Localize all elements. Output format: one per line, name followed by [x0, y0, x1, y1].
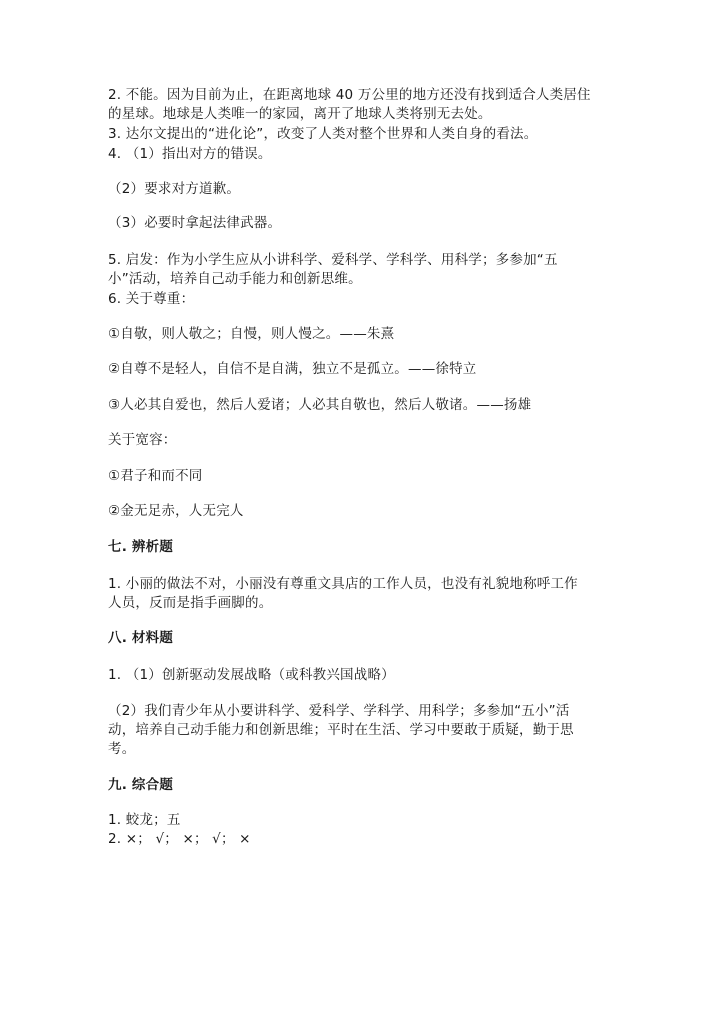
section-7-heading: 七. 辨析题: [108, 539, 174, 555]
respect-quote-2: ②自尊不是轻人，自信不是自满，独立不是孤立。——徐特立: [108, 361, 477, 377]
answer-2-line-1: 2. 不能。因为目前为止，在距离地球 40 万公里的地方还没有找到适合人类居住: [108, 87, 591, 103]
answer-4-part-2: （2）要求对方道歉。: [108, 181, 241, 197]
section-9-answer-2: 2. ×； √； ×； √； ×: [108, 831, 251, 847]
tolerance-title: 关于宽容：: [108, 432, 177, 448]
answer-4-part-3: （3）必要时拿起法律武器。: [108, 215, 282, 231]
section-9-answer-1: 1. 蛟龙；五: [108, 812, 181, 828]
section-8-answer-1: 1. （1）创新驱动发展战略（或科教兴国战略）: [108, 667, 395, 683]
section-8-answer-2-line-1: （2）我们青少年从小要讲科学、爱科学、学科学、用科学；多参加“五小”活: [108, 703, 570, 719]
answer-5-line-1: 5. 启发：作为小学生应从小讲科学、爱科学、学科学、用科学；多参加“五: [108, 252, 558, 268]
answer-4-part-1: 4. （1）指出对方的错误。: [108, 146, 272, 162]
section-8-heading: 八. 材料题: [108, 630, 174, 646]
respect-quote-3: ③人必其自爱也，然后人爱诸；人必其自敬也，然后人敬诸。——扬雄: [108, 397, 532, 413]
tolerance-quote-1: ①君子和而不同: [108, 468, 203, 484]
section-8-answer-2-line-3: 考。: [108, 741, 136, 757]
section-7-answer-line-2: 人员，反而是指手画脚的。: [108, 595, 273, 611]
tolerance-quote-2: ②金无足赤，人无完人: [108, 503, 244, 519]
answer-3: 3. 达尔文提出的“进化论”，改变了人类对整个世界和人类自身的看法。: [108, 126, 538, 142]
section-8-answer-2-line-2: 动，培养自己动手能力和创新思维；平时在生活、学习中要敢于质疑，勤于思: [108, 722, 574, 738]
section-7-answer-line-1: 1. 小丽的做法不对，小丽没有尊重文具店的工作人员，也没有礼貌地称呼工作: [108, 576, 578, 592]
section-9-heading: 九. 综合题: [108, 777, 174, 793]
respect-quote-1: ①自敬，则人敬之；自慢，则人慢之。——朱熹: [108, 326, 395, 342]
answer-6-title: 6. 关于尊重：: [108, 291, 195, 307]
answer-2-line-2: 的星球。地球是人类唯一的家园，离开了地球人类将别无去处。: [108, 106, 492, 122]
answer-5-line-2: 小”活动，培养自己动手能力和创新思维。: [108, 271, 362, 287]
